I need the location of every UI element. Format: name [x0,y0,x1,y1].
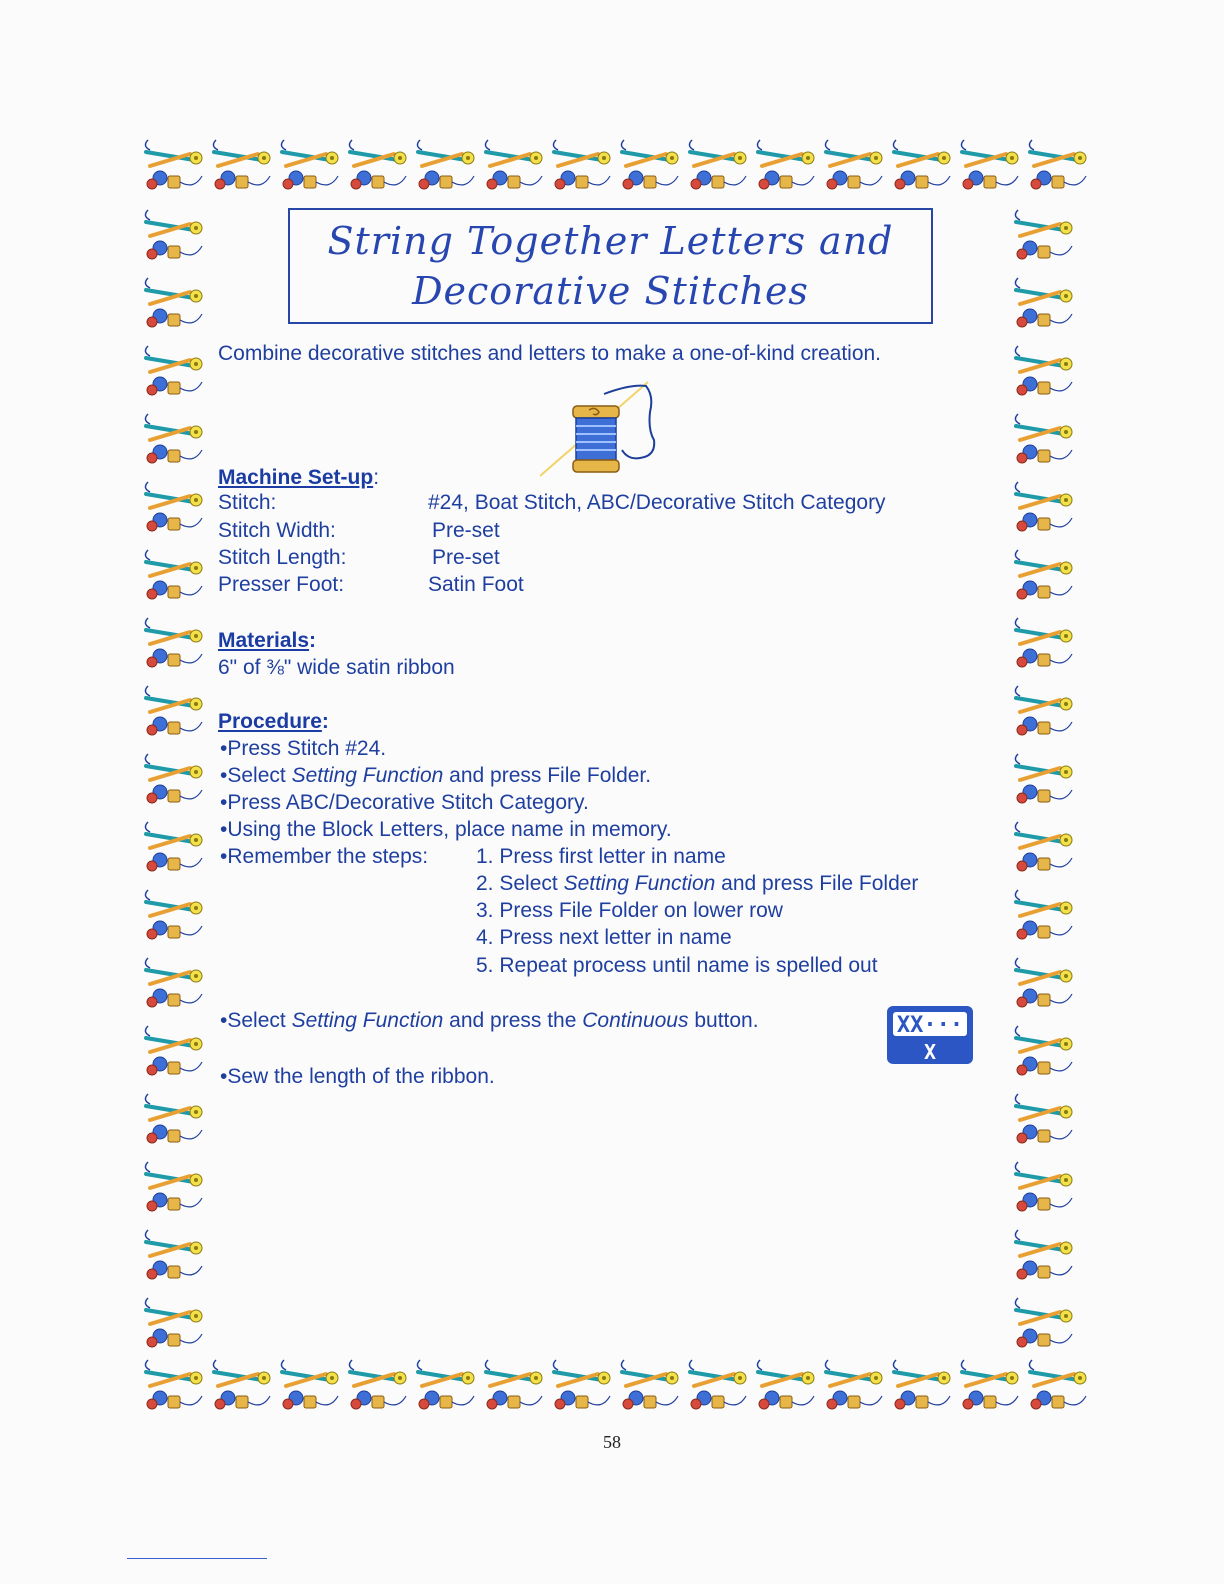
materials-heading-colon: : [309,629,317,652]
scissors-thread-icon [480,1350,548,1418]
scissors-thread-icon [1010,336,1078,404]
scissors-thread-icon [1010,1016,1078,1084]
substep-1: 1. Press first letter in name [476,845,726,868]
step-text: 2. Select [476,872,564,895]
scissors-thread-icon [1010,268,1078,336]
procedure-step-3 [220,789,589,816]
scissors-thread-icon [140,812,208,880]
scissors-thread-icon [1010,540,1078,608]
scissors-thread-icon [140,1220,208,1288]
scissors-thread-icon [1010,200,1078,268]
scissors-thread-icon [412,130,480,198]
scissors-thread-icon [616,130,684,198]
scissors-thread-icon [548,130,616,198]
continuous-button-top-label: XX··· [896,1013,964,1038]
step-text: Press ABC/Decorative Stitch Category. [227,791,589,814]
scissors-thread-icon [140,1016,208,1084]
substep-3: 3. Press File Folder on lower row [476,899,783,922]
scissors-thread-icon [140,200,208,268]
intro-text: Combine decorative stitches and letters to make a one-of-kind creation. [218,342,882,365]
substep-2 [476,870,918,897]
materials-item: 6" of ⅜" wide satin ribbon [218,656,455,679]
scissors-thread-icon [1024,1350,1092,1418]
scissors-thread-icon [276,130,344,198]
scissors-thread-icon [616,1350,684,1418]
scissors-thread-icon [140,336,208,404]
border-bottom [140,1350,1085,1420]
scissors-thread-icon [1010,1288,1078,1356]
scissors-thread-icon [140,948,208,1016]
setup-heading-line [218,464,379,491]
scissors-thread-icon [140,540,208,608]
procedure-heading-colon: : [321,710,329,733]
scissors-thread-icon [1010,880,1078,948]
step-emphasis: Continuous [582,1009,689,1032]
scissors-thread-icon [276,1350,344,1418]
scissors-thread-icon [208,130,276,198]
bullet: • [220,791,228,814]
scissors-thread-icon [1010,948,1078,1016]
scissors-thread-icon [344,1350,412,1418]
scissors-thread-icon [140,608,208,676]
procedure-step-1 [220,735,386,762]
substep-4: 4. Press next letter in name [476,926,732,949]
materials-heading: Materials [218,629,310,652]
scissors-thread-icon [140,472,208,540]
step-text: Press Stitch #24. [227,737,387,760]
page-number: 58 [603,1432,621,1452]
bullet: • [220,1065,228,1088]
border-right [1010,200,1085,1350]
procedure-step-5 [220,843,428,870]
scissors-thread-icon [140,744,208,812]
scissors-thread-icon [752,1350,820,1418]
scissors-thread-icon [208,1350,276,1418]
scissors-thread-icon [820,130,888,198]
scissors-thread-icon [684,1350,752,1418]
scissors-thread-icon [1010,1084,1078,1152]
setup-value-foot: Satin Foot [428,573,524,596]
scissors-thread-icon [140,1350,208,1418]
scissors-thread-icon [140,676,208,744]
scissors-thread-icon [1010,676,1078,744]
continuous-button-icon [885,1004,975,1066]
thread-spool-icon [540,378,665,478]
step-text: and press File Folder. [443,764,652,787]
scissors-thread-icon [956,1350,1024,1418]
scissors-thread-icon [956,130,1024,198]
scissors-thread-icon [1010,404,1078,472]
step-emphasis: Setting Function [563,872,716,895]
footer-rule [127,1558,267,1559]
scissors-thread-icon [1010,1152,1078,1220]
procedure-step-4 [220,816,672,843]
step-text: Select [227,1009,292,1032]
scissors-thread-icon [344,130,412,198]
setup-value-stitch: #24, Boat Stitch, ABC/Decorative Stitch Category [428,491,886,514]
scissors-thread-icon [140,130,208,198]
bullet: • [220,845,228,868]
scissors-thread-icon [1010,1220,1078,1288]
title-box [288,208,933,324]
setup-value-width: Pre-set [432,519,500,542]
materials-heading-line [218,627,316,654]
bullet: • [220,1009,228,1032]
procedure-step-7 [220,1063,495,1090]
page-title-line-1: String Together Letters and [327,219,894,263]
step-text: Remember the steps: [227,845,429,868]
setup-label-stitch: Stitch: [218,491,277,514]
step-text: button. [688,1009,759,1032]
page-title-line-2: Decorative Stitches [412,269,809,313]
procedure-step-2 [220,762,651,789]
step-text: and press File Folder [715,872,919,895]
scissors-thread-icon [1010,744,1078,812]
scissors-thread-icon [140,268,208,336]
scissors-thread-icon [548,1350,616,1418]
continuous-button-bottom-label: X [923,1040,937,1064]
procedure-heading-line [218,708,329,735]
step-emphasis: Setting Function [291,764,444,787]
procedure-heading: Procedure [218,710,322,733]
scissors-thread-icon [752,130,820,198]
scissors-thread-icon [140,1084,208,1152]
step-text: Using the Block Letters, place name in memory. [227,818,672,841]
step-emphasis: Setting Function [291,1009,444,1032]
border-top [140,130,1085,200]
setup-label-width: Stitch Width: [218,519,336,542]
scissors-thread-icon [1010,812,1078,880]
scissors-thread-icon [1010,472,1078,540]
step-text: and press the [443,1009,583,1032]
scissors-thread-icon [140,1288,208,1356]
border-left [140,200,215,1350]
setup-heading-colon: : [373,466,380,489]
setup-value-length: Pre-set [432,546,500,569]
scissors-thread-icon [480,130,548,198]
scissors-thread-icon [888,1350,956,1418]
bullet: • [220,737,228,760]
setup-label-foot: Presser Foot: [218,573,345,596]
scissors-thread-icon [684,130,752,198]
scissors-thread-icon [888,130,956,198]
scissors-thread-icon [140,1152,208,1220]
scissors-thread-icon [820,1350,888,1418]
bullet: • [220,764,228,787]
scissors-thread-icon [412,1350,480,1418]
setup-heading: Machine Set-up [218,466,374,489]
substep-5: 5. Repeat process until name is spelled out [476,954,878,977]
procedure-step-6 [220,1007,759,1034]
scissors-thread-icon [1010,608,1078,676]
scissors-thread-icon [1024,130,1092,198]
scissors-thread-icon [140,404,208,472]
step-text: Select [227,764,292,787]
bullet: • [220,818,228,841]
setup-label-length: Stitch Length: [218,546,347,569]
scissors-thread-icon [140,880,208,948]
step-text: Sew the length of the ribbon. [227,1065,495,1088]
